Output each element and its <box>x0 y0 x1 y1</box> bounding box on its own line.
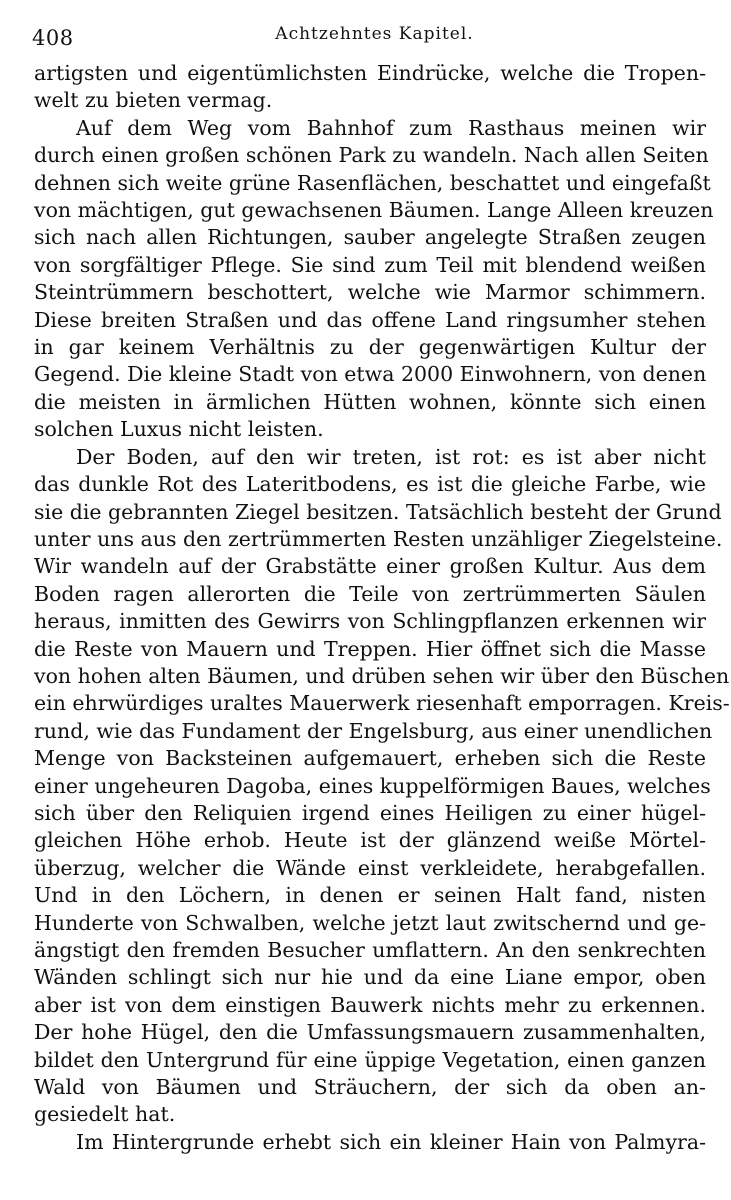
text-line: Boden ragen allerorten die Teile von zertrümmerten Säulen <box>34 581 706 606</box>
text-line: aber ist von dem einstigen Bauwerk nichts mehr zu erkennen. <box>34 992 706 1017</box>
text-line: von mächtigen, gut gewachsenen Bäumen. Lange Alleen kreuzen <box>34 198 714 223</box>
text-line: Steintrümmern beschottert, welche wie Marmor schimmern. <box>34 280 706 305</box>
text-line: Hunderte von Schwalben, welche jetzt laut zwitschernd und ge- <box>34 910 706 935</box>
running-head: Achtzehntes Kapitel. <box>275 24 474 44</box>
page-number: 408 <box>32 26 74 50</box>
text-line: überzug, welcher die Wände einst verkleidete, herabgefallen. <box>34 855 706 880</box>
text-line: gesiedelt hat. <box>34 1102 176 1127</box>
text-line: in gar keinem Verhältnis zu der gegenwärtigen Kultur der <box>34 335 706 360</box>
text-line: von sorgfältiger Pflege. Sie sind zum Teil mit blendend weißen <box>34 252 706 277</box>
text-line: Der Boden, auf den wir treten, ist rot: es ist aber nicht <box>76 444 706 469</box>
text-line: Auf dem Weg vom Bahnhof zum Rasthaus meinen wir <box>76 115 706 140</box>
text-line: ängstigt den fremden Besucher umflattern. An den senkrechten <box>34 938 706 962</box>
text-line: die Reste von Mauern und Treppen. Hier öffnet sich die Masse <box>34 636 706 661</box>
text-line: Im Hintergrunde erhebt sich ein kleiner Hain von Palmyra- <box>76 1129 706 1154</box>
page-header <box>32 18 707 48</box>
text-line: sich über den Reliquien irgend eines Heiligen zu einer hügel- <box>34 800 706 825</box>
text-line: das dunkle Rot des Lateritbodens, es ist die gleiche Farbe, wie <box>34 472 706 497</box>
text-line: unter uns aus den zertrümmerten Resten unzähliger Ziegelsteine. <box>34 526 723 551</box>
text-line: Wald von Bäumen und Sträuchern, der sich da oben an- <box>34 1075 706 1100</box>
text-line: bildet den Untergrund für eine üppige Vegetation, einen ganzen <box>34 1047 706 1072</box>
text-line: Wir wandeln auf der Grabstätte einer großen Kultur. Aus dem <box>34 554 706 579</box>
text-line: welt zu bieten vermag. <box>34 88 273 113</box>
text-line: durch einen großen schönen Park zu wandeln. Nach allen Seiten <box>34 143 709 168</box>
text-line: von hohen alten Bäumen, und drüben sehen wir über den Büschen <box>34 663 730 688</box>
text-line: die meisten in ärmlichen Hütten wohnen, könnte sich einen <box>34 389 706 414</box>
text-line: artigsten und eigentümlichsten Eindrücke, welche die Tropen- <box>34 61 706 85</box>
text-line: sie die gebrannten Ziegel besitzen. Tatsächlich besteht der Grund <box>34 499 722 524</box>
text-line: Gegend. Die kleine Stadt von etwa 2000 Einwohnern, von denen <box>34 362 707 387</box>
body-text <box>34 60 730 1156</box>
text-line: Und in den Löchern, in denen er seinen Halt fand, nisten <box>34 883 706 908</box>
text-line: Diese breiten Straßen und das offene Land ringsumher stehen <box>34 307 706 332</box>
text-line: ein ehrwürdiges uraltes Mauerwerk riesenhaft emporragen. Kreis- <box>34 691 730 716</box>
text-line: Der hohe Hügel, den die Umfassungsmauern zusammenhalten, <box>34 1020 706 1045</box>
text-line: gleichen Höhe erhob. Heute ist der glänzend weiße Mörtel- <box>34 828 706 853</box>
text-line: solchen Luxus nicht leisten. <box>34 417 324 442</box>
text-line: rund, wie das Fundament der Engelsburg, aus einer unendlichen <box>34 718 713 743</box>
text-line: sich nach allen Richtungen, sauber angelegte Straßen zeugen <box>34 225 706 250</box>
text-line: Menge von Backsteinen aufgemauert, erheben sich die Reste <box>34 746 706 771</box>
text-line: dehnen sich weite grüne Rasenflächen, beschattet und eingefaßt <box>34 170 711 195</box>
text-line: heraus, inmitten des Gewirrs von Schlingpflanzen erkennen wir <box>34 609 706 634</box>
text-line: Wänden schlingt sich nur hie und da eine Liane empor, oben <box>34 965 706 990</box>
text-line: einer ungeheuren Dagoba, eines kuppelförmigen Baues, welches <box>34 773 711 798</box>
